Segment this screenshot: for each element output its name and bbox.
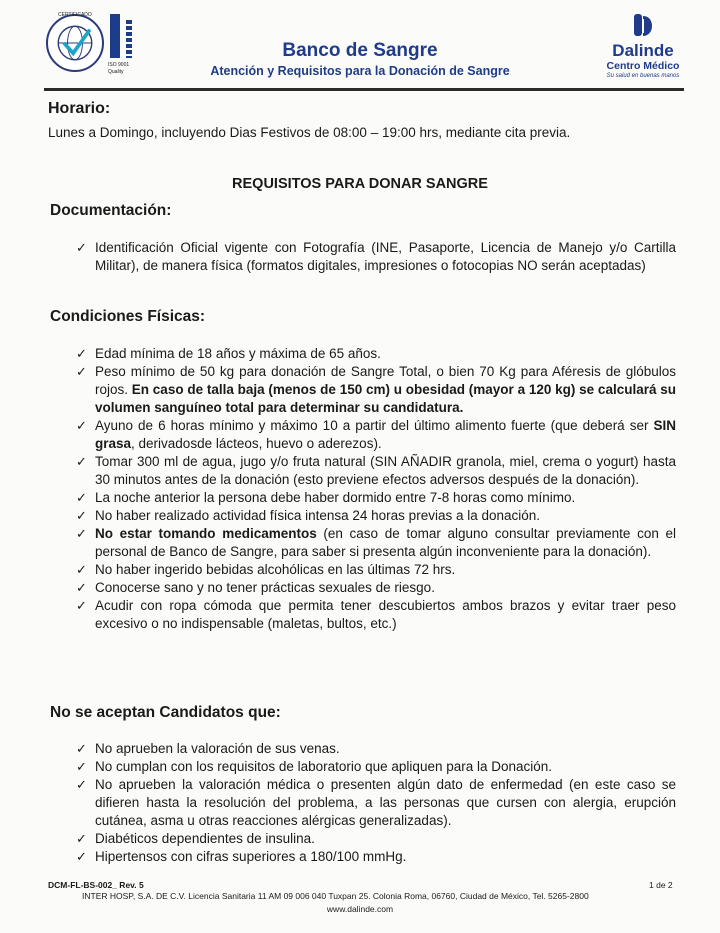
check-mark-icon: ✓: [76, 849, 87, 864]
physical-conditions-list: [76, 345, 676, 633]
list-item-text: Tomar 300 ml de agua, jugo y/o fruta natural (SIN AÑADIR granola, miel, crema o yogurt) hasta 30 minutos antes de la donación (esto previene efectos adversos después de la donación).: [95, 454, 676, 487]
list-item: [76, 830, 676, 848]
list-item-text: Hipertensos con cifras superiores a 180/100 mmHg.: [95, 849, 407, 864]
list-item-text: Ayuno de 6 horas mínimo y máximo 10 a partir del último alimento fuerte (que deberá ser: [95, 418, 654, 433]
cert-seal-text: CERTIFICADO: [58, 12, 92, 18]
page-title: Banco de Sangre: [282, 40, 438, 61]
check-mark-icon: ✓: [76, 741, 87, 756]
documentation-list: [76, 239, 676, 275]
check-mark-icon: ✓: [76, 454, 87, 469]
brand-tagline: Su salud en buenas manos: [606, 73, 680, 79]
dalinde-logo: [598, 10, 688, 80]
list-item-text: No haber ingerido bebidas alcohólicas en las últimas 72 hrs.: [95, 562, 456, 577]
list-item-text: No aprueben la valoración médica o presenten algún dato de enfermedad (en este caso se difieren hasta la resolución del problema, a las personas que cursen con alergia, erupción cutánea, asma u otras reacciones alérgicas generalizadas).: [95, 777, 676, 828]
check-mark-icon: ✓: [76, 364, 87, 379]
list-item: [76, 453, 676, 489]
list-item: [76, 579, 676, 597]
cert-quality-text: Quality: [108, 69, 124, 75]
list-item: [76, 417, 676, 453]
requirements-title: REQUISITOS PARA DONAR SANGRE: [232, 176, 488, 192]
company-info: INTER HOSP, S.A. DE C.V. Licencia Sanitaria 11 AM 09 006 040 Tuxpan 25. Colonia Roma, 06760, Ciudad de México, Tel. 5265-2800: [82, 891, 589, 901]
list-item: [76, 239, 676, 275]
documentation-heading: Documentación:: [50, 202, 172, 219]
check-mark-icon: ✓: [76, 777, 87, 792]
list-item: [76, 740, 676, 758]
schedule-text: Lunes a Domingo, incluyendo Dias Festivos de 08:00 – 19:00 hrs, mediante cita previa.: [48, 125, 571, 140]
check-mark-icon: ✓: [76, 831, 87, 846]
check-mark-icon: ✓: [76, 490, 87, 505]
check-mark-icon: ✓: [76, 508, 87, 523]
list-item-bold-text: No estar tomando medicamentos: [95, 526, 317, 541]
header-divider: [44, 88, 684, 91]
check-mark-icon: ✓: [76, 418, 87, 433]
list-item-text: No cumplan con los requisitos de laboratorio que apliquen para la Donación.: [95, 759, 553, 774]
list-item-bold-text: SIN grasa: [95, 418, 676, 451]
check-mark-icon: ✓: [76, 526, 87, 541]
page-subtitle: Atención y Requisitos para la Donación de Sangre: [210, 64, 510, 78]
list-item: [76, 345, 676, 363]
list-item-text: No aprueben la valoración de sus venas.: [95, 741, 340, 756]
check-mark-icon: ✓: [76, 580, 87, 595]
list-item: [76, 776, 676, 830]
website-link[interactable]: www.dalinde.com: [326, 904, 394, 914]
check-mark-icon: ✓: [76, 562, 87, 577]
list-item: [76, 363, 676, 417]
list-item: [76, 758, 676, 776]
document-code: DCM-FL-BS-002_ Rev. 5: [48, 880, 144, 890]
list-item-text: Diabéticos dependientes de insulina.: [95, 831, 315, 846]
list-item-text-end: (en caso de tomar alguno consultar previamente con el personal de Banco de Sangre, para saber si presenta algún inconveniente para la donación).: [95, 526, 676, 559]
rejected-list: [76, 740, 676, 866]
list-item: [76, 597, 676, 633]
brand-name: Dalinde: [612, 41, 674, 60]
list-item-text: No haber realizado actividad física intensa 24 horas previas a la donación.: [95, 508, 541, 523]
list-item-text: Peso mínimo de 50 kg para donación de Sangre Total, o bien 70 Kg para Aféresis de glóbulos rojos.: [95, 364, 676, 397]
dalinde-logo-icon: [628, 10, 658, 42]
cert-iso-text: ISO 9001: [108, 62, 130, 68]
list-item: [76, 561, 676, 579]
list-item-text: Conocerse sano y no tener prácticas sexuales de riesgo.: [95, 580, 435, 595]
check-mark-icon: ✓: [76, 598, 87, 613]
list-item-text-end: , derivadosde lácteos, huevo o aderezos).: [131, 436, 382, 451]
physical-conditions-heading: Condiciones Físicas:: [50, 308, 206, 325]
check-mark-icon: ✓: [76, 346, 87, 361]
schedule-heading: Horario:: [48, 100, 111, 117]
list-item-bold-text: En caso de talla baja (menos de 150 cm) u obesidad (mayor a 120 kg) se calculará su volumen sanguíneo total para determinar su candidatura.: [95, 382, 676, 415]
list-item: [76, 489, 676, 507]
check-mark-icon: ✓: [76, 759, 87, 774]
page-number: 1 de 2: [649, 880, 673, 890]
check-mark-icon: ✓: [76, 240, 87, 255]
list-item-text: La noche anterior la persona debe haber dormido entre 7-8 horas como mínimo.: [95, 490, 576, 505]
list-item: [76, 525, 676, 561]
list-item: [76, 848, 676, 866]
brand-subtitle: Centro Médico: [606, 60, 680, 72]
list-item-text: Identificación Oficial vigente con Fotografía (INE, Pasaporte, Licencia de Manejo y/o Cartilla Militar), de manera física (formatos digitales, impresiones o fotocopias NO serán aceptadas): [95, 240, 676, 273]
list-item-text: Acudir con ropa cómoda que permita tener descubiertos ambos brazos y evitar traer peso excesivo o no indispensable (maletas, bultos, etc.): [95, 598, 676, 631]
list-item: [76, 507, 676, 525]
list-item-text: Edad mínima de 18 años y máxima de 65 años.: [95, 346, 381, 361]
rejected-heading: No se aceptan Candidatos que:: [50, 704, 281, 721]
